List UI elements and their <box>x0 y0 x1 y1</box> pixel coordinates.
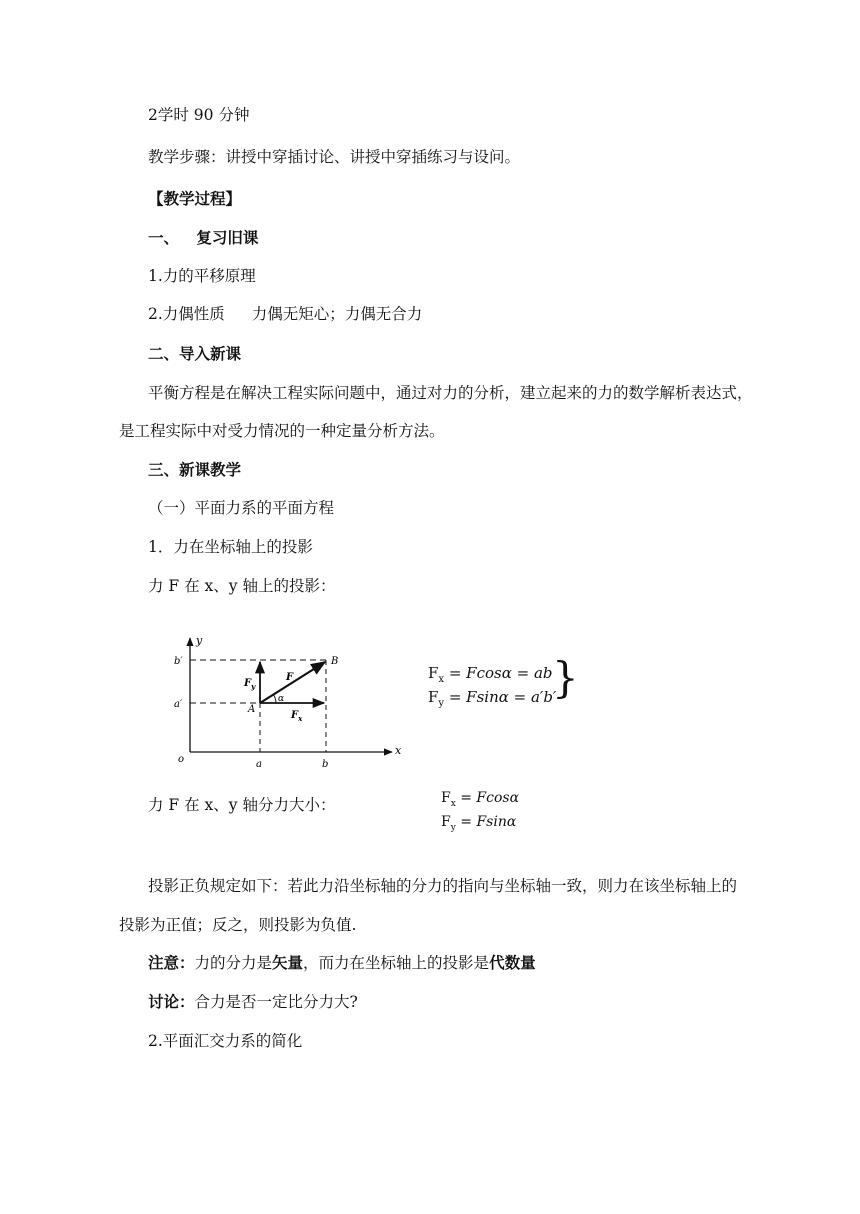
alpha-arc <box>273 694 276 703</box>
fx-label: $F_x$ <box>291 710 303 723</box>
projection-eq-fx: $F_x = Fcos\alpha$ = ab <box>428 664 553 685</box>
sign-rule-line-1: 投影正负规定如下：若此力沿坐标轴的分力的指向与坐标轴一致，则力在该坐标轴上的 <box>148 877 738 895</box>
origin-label: o <box>178 754 185 765</box>
projection-eq-fy: $F_y = Fsin\alpha = a'b'$ <box>428 688 557 709</box>
process-heading: 【教学过程】 <box>148 189 242 208</box>
projection-label: 力 F 在 x、y 轴上的投影： <box>148 577 336 595</box>
y-axis-label: y <box>196 634 203 647</box>
sign-rule-line-2: 投影为正值；反之，则投影为负值. <box>119 916 357 934</box>
discussion-text: 合力是否一定比分力大? <box>194 993 358 1011</box>
tick-b-label: b <box>322 759 329 770</box>
component-eq-fy: $F_y = Fsin\alpha$ <box>441 814 517 833</box>
note-bold-2: 代数量 <box>489 953 536 972</box>
intro-heading: 二、导入新课 <box>148 344 242 363</box>
item-2-title: 2.平面汇交力系的简化 <box>148 1032 303 1050</box>
note-line <box>148 953 536 973</box>
point-a-label: A <box>248 704 256 715</box>
note-text-2: ，而力在坐标轴上的投影是 <box>303 954 490 972</box>
intro-paragraph-line-1: 平衡方程是在解决工程实际问题中，通过对力的分析，建立起来的力的数学解析表达式， <box>148 384 753 402</box>
x-axis-label: x <box>395 744 402 757</box>
discussion-label: 讨论： <box>148 992 195 1011</box>
review-item-2-detail: 力偶无矩心；力偶无合力 <box>251 305 423 323</box>
intro-paragraph-line-2: 是工程实际中对受力情况的一种定量分析方法。 <box>119 422 445 440</box>
item-1-title: 1．力在坐标轴上的投影 <box>148 538 313 556</box>
class-hours: 2学时 90 分钟 <box>148 106 250 124</box>
note-text-1: 力的分力是 <box>194 954 273 972</box>
b-prime-label: b′ <box>174 656 183 667</box>
teaching-steps: 教学步骤：讲授中穿插讨论、讲授中穿插练习与设问。 <box>148 148 521 166</box>
review-item-1: 1.力的平移原理 <box>148 267 256 285</box>
force-label: F <box>286 672 294 683</box>
a-prime-label: a′ <box>174 699 183 710</box>
review-item-2-title: 2.力偶性质 <box>148 305 225 323</box>
component-label: 力 F 在 x、y 轴分力大小： <box>148 796 336 814</box>
note-label: 注意： <box>148 953 195 972</box>
component-eq-fx: $F_x = Fcos\alpha$ <box>441 790 520 809</box>
section-1-title: （一）平面力系的平面方程 <box>148 499 335 517</box>
review-heading <box>148 228 258 248</box>
discussion-line <box>148 992 358 1012</box>
tick-a-label: a <box>256 759 262 770</box>
fy-label: $F_y$ <box>244 678 256 691</box>
review-number: 一、 <box>148 228 180 247</box>
review-title: 复习旧课 <box>196 228 259 247</box>
alpha-label: α <box>278 694 285 704</box>
projection-brace: } <box>552 653 579 702</box>
new-lesson-heading: 三、新课教学 <box>148 460 242 479</box>
review-item-2 <box>148 304 422 324</box>
note-bold-1: 矢量 <box>272 953 304 972</box>
point-b-label: B <box>331 656 339 667</box>
